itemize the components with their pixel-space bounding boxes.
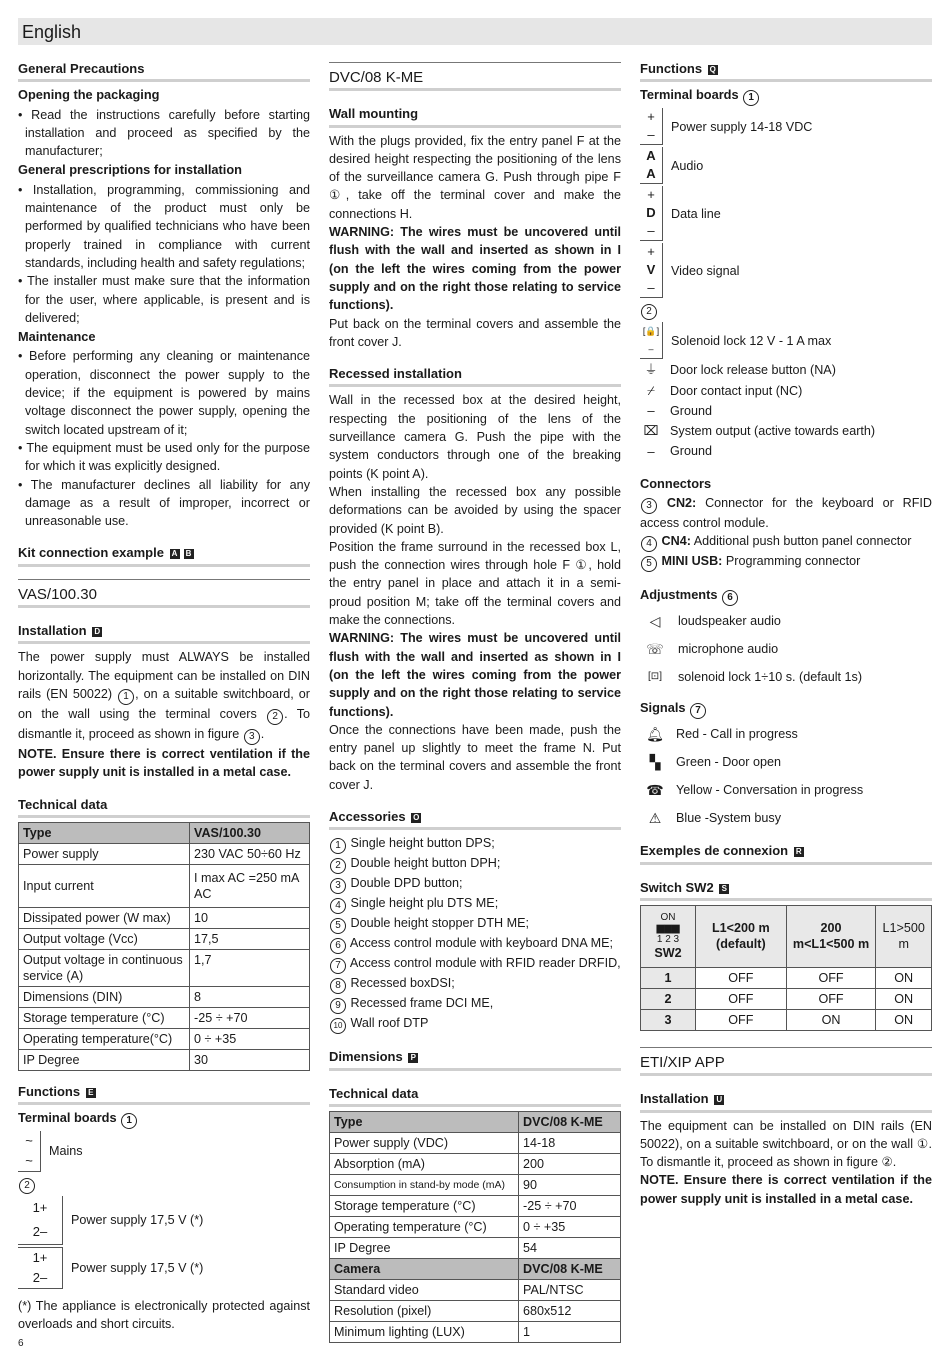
table-row — [19, 822, 310, 843]
signal-row — [640, 748, 932, 776]
adjustments-heading — [640, 586, 932, 606]
cn4-text: Additional push button panel connector — [693, 534, 912, 549]
accessory-text: Access control module with RFID reader DRFID, — [349, 956, 621, 971]
ps2-label: Power supply 17,5 V (*) — [71, 1260, 204, 1275]
table-row — [641, 905, 932, 967]
table-cell: 17,5 — [190, 928, 310, 949]
list-item: • Installation, programming, commissioning and maintenance of the product must only be performed by qualified technicians who have been properly trained in compliance with current standards, including health and safety regulations; — [18, 181, 310, 272]
recessed-text-3: Position the frame surround in the recessed box L, push the connection wires through hole F ①, hold the entry panel in place and attach it in a semi-proud position M; take off the terminal covers and make the connections. — [329, 539, 621, 628]
signal-row — [640, 720, 932, 748]
table-cell: Absorption (mA) — [330, 1153, 519, 1174]
signal-label: Red - Call in progress — [676, 727, 798, 742]
table-cell: Dimensions (DIN) — [19, 986, 190, 1007]
circled-five: 5 — [641, 556, 657, 572]
table-cell: 1 — [519, 1321, 621, 1342]
circled-number: 5 — [330, 918, 346, 934]
connectors-heading: Connectors — [640, 475, 712, 491]
list-item — [329, 894, 621, 914]
cn4-label: CN4: — [661, 534, 691, 549]
table-cell: 0 ÷ +35 — [519, 1216, 621, 1237]
table-row — [19, 986, 310, 1007]
recessed-text-1: Wall in the recessed box at the desired height, respecting the positioning of the lens of the surveillance camera G. Push the pipe with the system conductors through one of the breaking points (K point A). — [329, 393, 621, 481]
exemples-heading — [640, 842, 932, 864]
maintenance-list — [18, 347, 310, 530]
dimensions-label: Dimensions — [329, 1049, 403, 1065]
circled-four: 4 — [641, 536, 657, 552]
install-text-2: , on a suitable switchboard, or on the wall using the terminal covers — [18, 686, 311, 721]
table-cell: DVC/08 K-ME — [519, 1111, 621, 1132]
dvc-tech-table — [329, 1111, 621, 1343]
circled-number: 1 — [330, 838, 346, 854]
recessed-text-4: Once the connections have been made, push the entry panel up slightly to meet the frame N. Put back on the terminal covers and assemble the front cover J. — [329, 722, 621, 792]
solenoid-terminal — [640, 322, 932, 359]
table-cell: OFF — [696, 967, 787, 988]
list-item — [329, 1014, 621, 1034]
list-item — [329, 954, 621, 974]
opening-packaging-heading: Opening the packaging — [18, 87, 160, 103]
accessory-text: Wall roof DTP — [350, 1016, 429, 1031]
dimensions-heading — [329, 1048, 621, 1070]
list-item — [329, 934, 621, 954]
circled-two: 2 — [641, 304, 657, 320]
circled-number: 6 — [330, 938, 346, 954]
bell-icon: 🔔︎ — [646, 726, 664, 743]
terminal-boards-label: Terminal boards — [18, 1110, 117, 1126]
table-cell: VAS/100.30 — [190, 822, 310, 843]
signals-label: Signals — [640, 700, 686, 716]
table-row — [19, 864, 310, 907]
table-cell: OFF — [696, 1009, 787, 1030]
list-item: • The installer must make sure that the information for the user, where applicable, is present and is delivered; — [18, 272, 310, 327]
vas-title: VAS/100.30 — [18, 579, 310, 608]
installation-heading — [640, 1090, 932, 1112]
tb2-row — [640, 361, 932, 379]
table-cell: Storage temperature (°C) — [19, 1007, 190, 1028]
figure-box-a: A — [170, 549, 180, 559]
circled-one: 1 — [121, 1113, 137, 1129]
usb-text: Programming connector — [725, 554, 861, 569]
figure-box-r: R — [794, 847, 804, 857]
wall-text: With the plugs provided, fix the entry panel F at the desired height respecting the positioning of the lens of the surveillance camera G. Push through pipe F ①, take off the terminal cover and make the connections H. — [329, 133, 621, 221]
general-precautions-heading: General Precautions — [18, 60, 310, 82]
exemples-label: Exemples de connexion — [640, 843, 789, 859]
figure-box-e: E — [86, 1088, 96, 1098]
list-item: • Before performing any cleaning or maintenance operation, disconnect the power supply to the device; if the equipment is powered by mains voltage disconnect the power supply, opening the switch located upstream of it; — [18, 347, 310, 438]
speaker-icon: ◁ — [649, 613, 661, 630]
connector-cn4 — [640, 532, 932, 552]
adjustments-label: Adjustments — [640, 587, 718, 603]
table-cell: 3 — [641, 1009, 696, 1030]
terminal-boards-heading — [640, 86, 932, 106]
installation-text: The power supply must ALWAYS be installed horizontally. The equipment can be installed on DIN rails (EN 50022) 1 , on a suitable switchboard, or on the wall using the terminal covers 2 . To dismantle it, proceed as shown in figure 3 . — [18, 648, 310, 745]
table-cell: 54 — [519, 1237, 621, 1258]
ps1-label: Power supply 17,5 V (*) — [71, 1213, 204, 1228]
accessory-text: Double height button DPH; — [350, 856, 501, 871]
circled-six: 6 — [722, 590, 738, 606]
adjust-label: microphone audio — [678, 642, 779, 657]
circled-one: 1 — [118, 689, 134, 705]
tb2-label: Ground — [670, 403, 713, 418]
signals-heading — [640, 699, 932, 719]
page-number: 6 — [18, 1338, 24, 1349]
opening-list — [18, 106, 310, 161]
table-cell: Power supply (VDC) — [330, 1132, 519, 1153]
data-terminal — [640, 186, 932, 241]
ground-dash-icon: – — [647, 443, 655, 459]
table-cell: OFF — [696, 988, 787, 1009]
accessory-text: Recessed boxDSI; — [350, 976, 455, 991]
tb2-label: Ground — [670, 444, 713, 459]
table-cell: ON — [786, 1009, 876, 1030]
table-cell: OFF — [786, 988, 876, 1009]
signal-row — [640, 804, 932, 832]
figure-box-p: P — [408, 1053, 418, 1063]
tb2-label: System output (active towards earth) — [670, 424, 876, 439]
table-cell: Dissipated power (W max) — [19, 907, 190, 928]
lock-icon: [⊡] — [648, 671, 662, 683]
install-note: NOTE. Ensure there is correct ventilation if the power supply unit is installed in a metal case. — [640, 1173, 932, 1206]
adjust-label: solenoid lock 1÷10 s. (default 1s) — [678, 670, 863, 685]
table-cell: ON — [876, 988, 932, 1009]
footnote: (*) The appliance is electronically protected against overloads and short circuits. — [18, 1299, 310, 1332]
table-cell: Minimum lighting (LUX) — [330, 1321, 519, 1342]
plus-minus-terminal-icon: 1+ 2– — [18, 1247, 63, 1289]
table-row — [330, 1195, 621, 1216]
adjust-row — [640, 635, 932, 663]
accessory-text: Recessed frame DCI ME, — [350, 996, 494, 1011]
ground-dash-icon: – — [647, 403, 655, 419]
switch-label: Switch SW2 — [640, 879, 714, 895]
vas-tech-table — [18, 822, 310, 1071]
language-header: English — [18, 18, 932, 45]
video-label: Video signal — [671, 263, 740, 278]
table-row — [330, 1174, 621, 1195]
figure-box-u: U — [714, 1095, 724, 1105]
ps2-terminal — [18, 1247, 310, 1289]
table-cell: Camera — [330, 1258, 519, 1279]
microphone-icon: ☏ — [646, 641, 664, 658]
table-row — [19, 843, 310, 864]
table-cell: 90 — [519, 1174, 621, 1195]
table-row — [19, 1028, 310, 1049]
wall-text-2: Put back on the terminal covers and assemble the front cover J. — [329, 316, 621, 349]
table-cell: 30 — [190, 1049, 310, 1070]
table-row — [330, 1153, 621, 1174]
tb2-row — [640, 442, 932, 460]
data-label: Data line — [671, 206, 721, 221]
table-row — [19, 907, 310, 928]
usb-label: MINI USB: — [661, 554, 723, 569]
wall-mounting-heading: Wall mounting — [329, 105, 621, 127]
table-row — [330, 1216, 621, 1237]
circled-number: 8 — [330, 978, 346, 994]
accessories-list — [329, 834, 621, 1034]
functions-heading — [18, 1083, 310, 1105]
table-cell: Output voltage in continuous service (A) — [19, 949, 190, 986]
table-cell: Resolution (pixel) — [330, 1300, 519, 1321]
list-item — [329, 974, 621, 994]
table-cell: 2 — [641, 988, 696, 1009]
table-cell: IP Degree — [330, 1237, 519, 1258]
dip-switch-icon: ON ▆▆▆ 1 2 3 — [656, 911, 680, 945]
install-text-1: The power supply must ALWAYS be installed horizontally. The equipment can be installed on DIN rails (EN 50022) — [18, 650, 310, 701]
table-cell: Type — [330, 1111, 519, 1132]
tb2-row — [640, 422, 932, 440]
installation-label: Installation — [18, 623, 87, 639]
solenoid-label: Solenoid lock 12 V - 1 A max — [671, 333, 832, 348]
kit-example-label: Kit connection example — [18, 545, 164, 561]
list-item — [329, 874, 621, 894]
table-row — [330, 1237, 621, 1258]
table-cell: L1>500 m — [876, 905, 932, 967]
accessories-label: Accessories — [329, 808, 406, 824]
sw2-label: SW2 — [654, 945, 682, 960]
data-terminal-icon: + D – — [640, 186, 663, 241]
circled-number: 10 — [330, 1018, 346, 1034]
busy-icon: ⚠ — [648, 810, 662, 827]
circled-number: 9 — [330, 998, 346, 1014]
table-cell: PAL/NTSC — [519, 1279, 621, 1300]
table-cell: I max AC =250 mA AC — [190, 864, 310, 907]
table-cell: Standard video — [330, 1279, 519, 1300]
figure-box-o: O — [413, 812, 420, 822]
table-row — [641, 1009, 932, 1030]
signal-row — [640, 776, 932, 804]
installation-heading — [18, 622, 310, 644]
table-cell: 8 — [190, 986, 310, 1007]
switch-contact-icon: ⌿ — [647, 382, 655, 398]
table-cell: OFF — [786, 967, 876, 988]
adjust-row — [640, 663, 932, 691]
accessory-text: Access control module with keyboard DNA ME; — [349, 936, 613, 951]
table-cell: Consumption in stand-by mode (mA) — [330, 1174, 519, 1195]
table-cell: -25 ÷ +70 — [190, 1007, 310, 1028]
table-row — [330, 1132, 621, 1153]
table-cell: L1<200 m (default) — [696, 905, 787, 967]
column-3 — [640, 60, 932, 1208]
circled-number: 2 — [330, 858, 346, 874]
figure-box-s: S — [719, 884, 729, 894]
column-1 — [18, 60, 310, 1334]
switch-table-wrap — [640, 905, 932, 1031]
kit-example-heading — [18, 544, 310, 566]
install-text-3: . To dismantle it, proceed as shown in figure — [18, 706, 311, 741]
table-cell: 680x512 — [519, 1300, 621, 1321]
lock-icon: [🔒] – — [640, 322, 663, 359]
terminal-boards-label: Terminal boards — [640, 87, 739, 103]
wall-warning: WARNING: The wires must be uncovered until flush with the wall and inserted as shown in I (on the left the wires coming from the power supply and on the right those relating to service functions). — [329, 225, 621, 313]
table-row — [641, 988, 932, 1009]
table-cell: IP Degree — [19, 1049, 190, 1070]
table-row — [19, 928, 310, 949]
signal-label: Yellow - Conversation in progress — [676, 783, 864, 798]
figure-box-d: D — [92, 627, 102, 637]
list-item — [329, 994, 621, 1014]
table-cell: Storage temperature (°C) — [330, 1195, 519, 1216]
table-cell: -25 ÷ +70 — [519, 1195, 621, 1216]
table-cell: 1 — [641, 967, 696, 988]
circled-number: 7 — [330, 958, 346, 974]
functions-heading — [640, 60, 932, 82]
table-cell: 10 — [190, 907, 310, 928]
table-cell: Type — [19, 822, 190, 843]
tb2-label: Door lock release button (NA) — [670, 363, 836, 378]
table-cell: Operating temperature (°C) — [330, 1216, 519, 1237]
accessory-text: Single height button DPS; — [350, 836, 495, 851]
audio-terminal — [640, 147, 932, 184]
table-row — [330, 1279, 621, 1300]
door-icon: ▚ — [649, 754, 661, 771]
table-row — [330, 1300, 621, 1321]
recessed-text-2: When installing the recessed box any possible deformations can be avoided by using the spacer provided (K point B). — [329, 484, 621, 536]
connector-usb — [640, 552, 932, 572]
dvc-title: DVC/08 K-ME — [329, 62, 621, 91]
install-text: The equipment can be installed on DIN rails (EN 50022), on a suitable switchboard, or on the wall ①. To dismantle it, proceed as shown in figure ②. — [640, 1118, 932, 1170]
switch-table — [640, 905, 932, 1031]
accessory-text: Double height stopper DTH ME; — [350, 916, 529, 931]
table-cell: 14-18 — [519, 1132, 621, 1153]
table-cell: DVC/08 K-ME — [519, 1258, 621, 1279]
plus-minus-terminal-icon: 1+ 2– — [18, 1196, 63, 1245]
list-item: • The manufacturer declines all liability for any damage as a result of improper, incorrect or unreasonable use. — [18, 476, 310, 531]
accessory-text: Double DPD button; — [350, 876, 463, 891]
plus-minus-terminal-icon: + – — [640, 108, 663, 145]
push-button-icon: ⏚ — [644, 362, 658, 378]
dvc-tech-heading: Technical data — [329, 1085, 621, 1107]
table-cell: ON — [876, 967, 932, 988]
tilde-terminal-icon: ~ ~ — [18, 1131, 41, 1172]
video-terminal — [640, 243, 932, 298]
video-terminal-icon: + V – — [640, 243, 663, 298]
app-title: ETI/XIP APP — [640, 1047, 932, 1076]
ps1-terminal — [18, 1196, 310, 1245]
circled-two: 2 — [267, 709, 283, 725]
cn2-text: Connector for the keyboard or RFID access control module. — [640, 496, 932, 531]
tb2-row — [640, 382, 932, 400]
figure-box-b: B — [184, 549, 194, 559]
recessed-heading: Recessed installation — [329, 365, 621, 387]
power-terminal — [640, 108, 932, 145]
list-item — [329, 854, 621, 874]
table-row — [19, 949, 310, 986]
table-row — [330, 1321, 621, 1342]
table-cell — [641, 905, 696, 967]
circled-number: 4 — [330, 898, 346, 914]
cn2-label: CN2: — [666, 496, 697, 511]
table-row — [19, 1007, 310, 1028]
table-row — [330, 1111, 621, 1132]
table-cell: Power supply — [19, 843, 190, 864]
terminal-boards-heading — [18, 1109, 310, 1129]
functions-label: Functions — [18, 1083, 81, 1099]
table-cell: 230 VAC 50÷60 Hz — [190, 843, 310, 864]
table-row — [19, 1049, 310, 1070]
mains-terminal — [18, 1131, 310, 1172]
table-cell: 1,7 — [190, 949, 310, 986]
circled-two: 2 — [19, 1178, 35, 1194]
list-item: • The equipment must be used only for the purpose for which it was explicitly designed. — [18, 439, 310, 476]
power-label: Power supply 14-18 VDC — [671, 119, 813, 134]
adjust-row — [640, 607, 932, 635]
prescriptions-list — [18, 181, 310, 327]
table-row — [330, 1258, 621, 1279]
accessory-text: Single height plu DTS ME; — [350, 896, 499, 911]
tb2-row — [640, 402, 932, 420]
table-cell: Output voltage (Vcc) — [19, 928, 190, 949]
installation-note: NOTE. Ensure there is correct ventilation if the power supply unit is installed in a metal case. — [18, 746, 310, 780]
signal-label: Green - Door open — [676, 755, 782, 770]
table-cell: Input current — [19, 864, 190, 907]
audio-label: Audio — [671, 158, 704, 173]
adjust-label: loudspeaker audio — [678, 614, 781, 629]
accessories-heading — [329, 808, 621, 830]
tb2-label: Door contact input (NC) — [670, 383, 803, 398]
column-2 — [329, 60, 621, 1343]
circled-number: 3 — [330, 878, 346, 894]
switch-heading — [640, 879, 932, 901]
circled-one: 1 — [743, 90, 759, 106]
table-cell: 0 ÷ +35 — [190, 1028, 310, 1049]
table-cell: Operating temperature(°C) — [19, 1028, 190, 1049]
figure-box-q: Q — [709, 65, 716, 74]
signal-label: Blue -System busy — [676, 811, 781, 826]
table-cell: 200 m<L1<500 m — [786, 905, 876, 967]
camera-output-icon: ⌧ — [643, 423, 659, 439]
functions-label: Functions — [640, 61, 703, 76]
maintenance-heading: Maintenance — [18, 329, 96, 345]
installation-label: Installation — [640, 1091, 709, 1107]
list-item: • Read the instructions carefully before starting installation and proceed as specified by the manufacturer; — [18, 106, 310, 161]
table-row — [641, 967, 932, 988]
audio-terminal-icon: A A — [640, 147, 663, 184]
table-cell: 200 — [519, 1153, 621, 1174]
table-cell: ON — [876, 1009, 932, 1030]
circled-three: 3 — [244, 729, 260, 745]
mains-label: Mains — [49, 1144, 83, 1159]
circled-three: 3 — [641, 498, 657, 514]
connector-cn2 — [640, 494, 932, 532]
conversation-icon: ☎ — [646, 782, 664, 799]
circled-seven: 7 — [690, 703, 706, 719]
list-item — [329, 914, 621, 934]
recessed-warning: WARNING: The wires must be uncovered until flush with the wall and inserted as shown in I (on the left the wires coming from the power supply and on the right those relating to service functions). — [329, 631, 621, 719]
list-item — [329, 834, 621, 854]
general-prescriptions-heading: General prescriptions for installation — [18, 162, 242, 178]
tech-data-heading: Technical data — [18, 796, 310, 818]
